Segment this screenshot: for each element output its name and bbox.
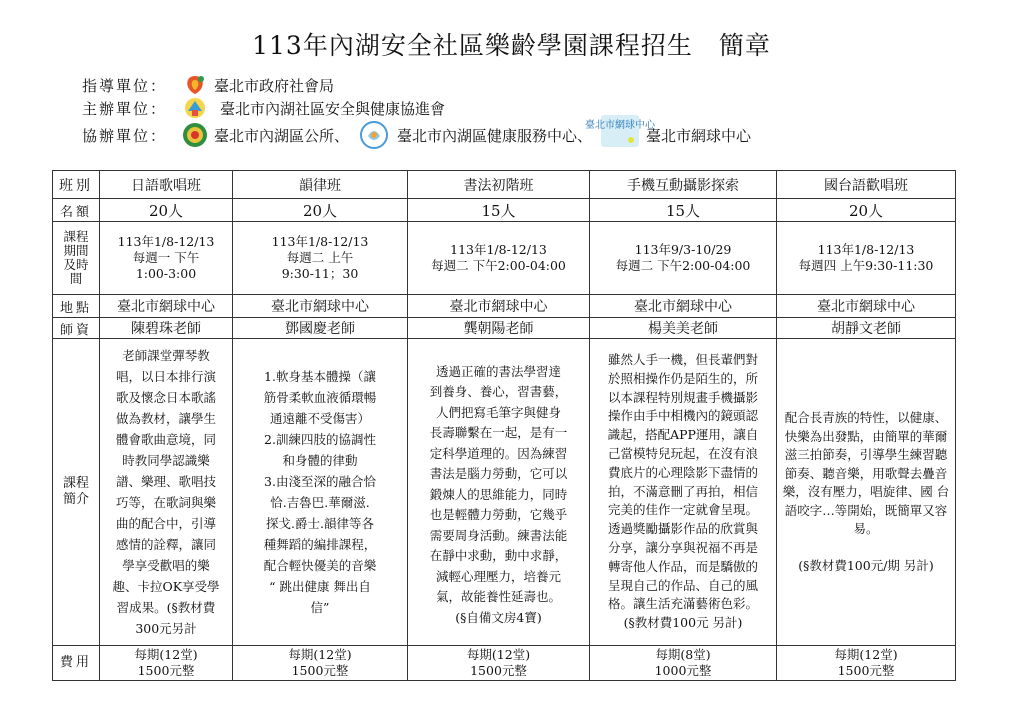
- course-desc: 老師課堂彈琴教 唱，以日本排行演 歌及懷念日本歌謠 做為教材，讓學生 體會歌曲意境，同 時教同學認識樂 譜、樂理、歌唱技 巧等，在歌詞與樂 曲的配合中，引導 感情的詮釋，讓同 學享受歡唱的樂 趣、卡拉OK享受學 習成果。(§教材費 300元另計: [100, 339, 233, 646]
- course-count: 15人: [408, 199, 590, 222]
- place-row: [53, 295, 956, 318]
- desc-row-label: 課程 簡介: [53, 339, 100, 646]
- desc-row: [53, 339, 956, 646]
- co-unit-label: 協辦單位：: [82, 126, 168, 145]
- co-unit-row: [82, 120, 757, 150]
- course-fee: 每期(12堂) 1500元整: [100, 646, 233, 681]
- course-name: 國台語歡唱班: [777, 171, 956, 199]
- teacher-row: [53, 318, 956, 339]
- host-unit-row: [82, 95, 451, 121]
- course-time: 113年1/8-12/13 每週二 下午2:00-04:00: [408, 222, 590, 295]
- course-place: 臺北市網球中心: [777, 295, 956, 318]
- page-title: 113年內湖安全社區樂齡學園課程招生 簡章: [252, 31, 771, 60]
- guide-unit-name: 臺北市政府社會局: [214, 76, 335, 95]
- course-desc: 透過正確的書法學習達 到養身、養心，習書藝， 人們把寫毛筆字與健身 長壽聯繫在一起，是有一 定科學道理的。因為練習 書法是腦力勞動，它可以 鍛煉人的思維能力，同時 也是輕體力勞動，它幾乎 需要周身活動。練書法能 在靜中求動，動中求靜， 減輕心理壓力，培養元 氣，故能養性延壽也。 (§自備文房4寶): [408, 339, 590, 646]
- course-teacher: 陳碧珠老師: [100, 318, 233, 339]
- association-logo-icon: [182, 95, 208, 121]
- health-center-logo-icon: [357, 120, 391, 150]
- fee-row-label: 費用: [53, 646, 100, 681]
- svg-text:臺北市網球中心: 臺北市網球中心: [585, 120, 656, 131]
- course-place: 臺北市網球中心: [233, 295, 408, 318]
- course-fee: 每期(12堂) 1500元整: [408, 646, 590, 681]
- course-teacher: 鄧國慶老師: [233, 318, 408, 339]
- co-unit-name-3: 臺北市網球中心: [646, 126, 752, 145]
- count-row: [53, 199, 956, 222]
- course-fee: 每期(12堂) 1500元整: [777, 646, 956, 681]
- count-row-label: 名額: [53, 199, 100, 222]
- time-row-label: 課程 期間 及時 間: [53, 222, 100, 295]
- course-teacher: 楊美美老師: [590, 318, 777, 339]
- course-place: 臺北市網球中心: [590, 295, 777, 318]
- course-count: 15人: [590, 199, 777, 222]
- course-count: 20人: [777, 199, 956, 222]
- course-desc: 1.軟身基本體操（讓 筋骨柔軟血液循環暢 通遠離不受傷害） 2.訓練四肢的協調性 和身體的律動 3.由淺至深的融合恰 恰.吉魯巴.華爾滋. 探戈.爵士.韻律等各 種舞蹈的編排課程， 配合輕快優美的音樂 “ 跳出健康 舞出自 信”: [233, 339, 408, 646]
- fee-row: [53, 646, 956, 681]
- course-time: 113年9/3-10/29 每週二 下午2:00-04:00: [590, 222, 777, 295]
- time-row: [53, 222, 956, 295]
- teacher-row-label: 師資: [53, 318, 100, 339]
- course-desc: 配合長青族的特性，以健康、 快樂為出發點，由簡單的華爾 滋三拍節奏，引導學生練習聽 節奏、聽音樂，用歌聲去疊音 樂，沒有壓力，唱旋律、國 台 語咬字…等開始，既簡單又容 易。 (§教材費100元/期 另計): [777, 339, 956, 646]
- course-place: 臺北市網球中心: [100, 295, 233, 318]
- course-place: 臺北市網球中心: [408, 295, 590, 318]
- class-row-label: 班別: [53, 171, 100, 199]
- course-teacher: 龔朝陽老師: [408, 318, 590, 339]
- course-count: 20人: [100, 199, 233, 222]
- course-fee: 每期(8堂) 1000元整: [590, 646, 777, 681]
- course-desc: 雖然人手一機，但長輩們對 於照相操作仍是陌生的，所 以本課程特別規畫手機攝影 操作由手中相機內的鏡頭認 識起，搭配APP運用，讓自 己當模特兒玩起，在沒有浪 費底片的心理陰影下盡情的 拍，不滿意刪了再拍，相信 完美的佳作一定就會呈現。 透過獎勵攝影作品的欣賞與 分享，讓分享與祝福不再是 轉寄他人作品，而是驕傲的 呈現自己的作品、自己的風 格。讓生活充滿藝術色彩。 (§教材費100元 另計): [590, 339, 777, 646]
- course-name: 手機互動攝影探索: [590, 171, 777, 199]
- co-unit-name-1: 臺北市內湖區公所、: [214, 126, 350, 145]
- place-row-label: 地點: [53, 295, 100, 318]
- course-time: 113年1/8-12/13 每週二 上午 9:30-11；30: [233, 222, 408, 295]
- district-office-logo-icon: [182, 122, 208, 148]
- guide-unit-label: 指導單位：: [82, 76, 168, 95]
- course-count: 20人: [233, 199, 408, 222]
- course-teacher: 胡靜文老師: [777, 318, 956, 339]
- course-name: 書法初階班: [408, 171, 590, 199]
- course-fee: 每期(12堂) 1500元整: [233, 646, 408, 681]
- course-name: 韻律班: [233, 171, 408, 199]
- course-time: 113年1/8-12/13 每週一 下午 1:00-3:00: [100, 222, 233, 295]
- class-row: [53, 171, 956, 199]
- tennis-center-logo-icon: [585, 114, 656, 144]
- course-table: [52, 170, 956, 681]
- course-time: 113年1/8-12/13 每週四 上午9:30-11:30: [777, 222, 956, 295]
- co-unit-name-2: 臺北市內湖區健康服務中心、: [397, 126, 593, 145]
- host-unit-label: 主辦單位：: [82, 99, 168, 118]
- course-name: 日語歌唱班: [100, 171, 233, 199]
- host-unit-name: 臺北市內湖社區安全與健康協進會: [220, 99, 446, 118]
